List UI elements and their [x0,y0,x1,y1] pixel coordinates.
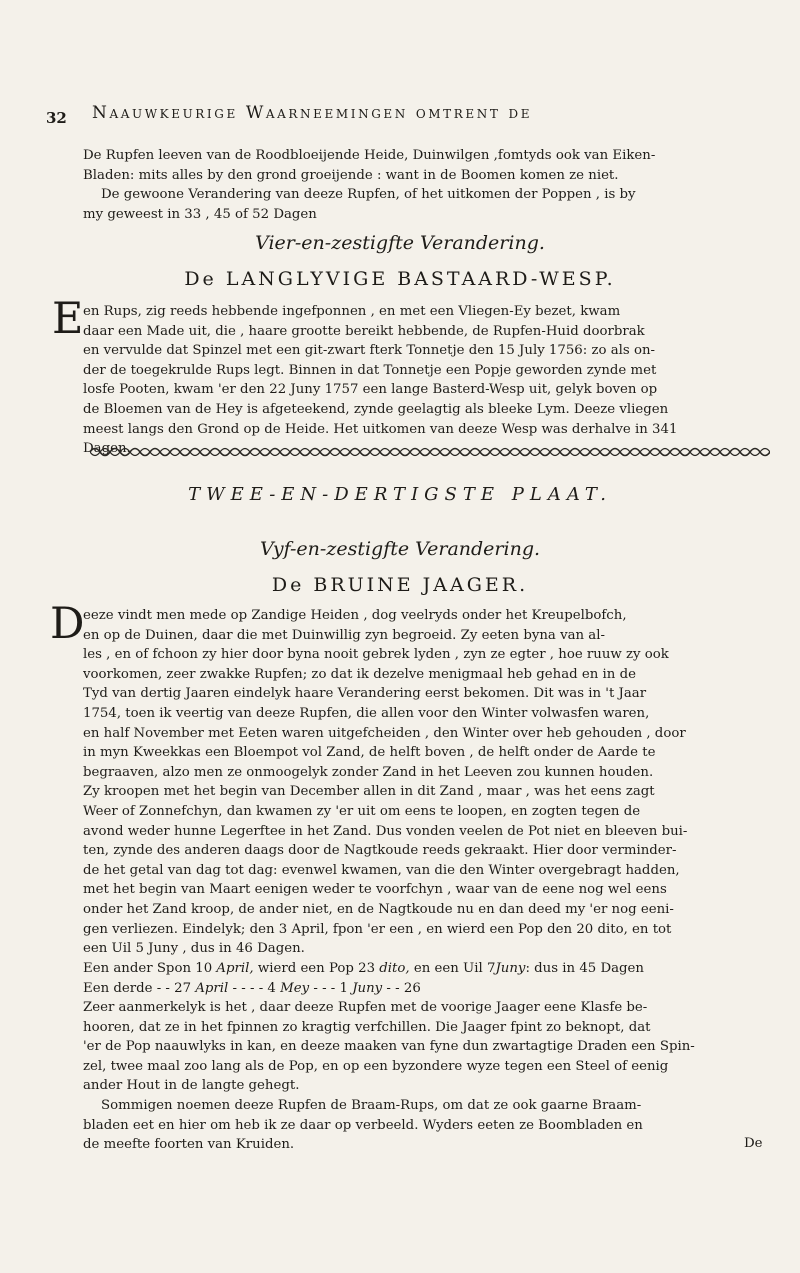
text-line: met het begin van Maart eenigen weder te voorfchyn , waar van de eene nog wel eens [83,882,667,898]
ornamental-rule [90,445,770,459]
text-line: my geweest in 33 , 45 of 52 Dagen [83,206,317,222]
table-cell: - - - - 4 [232,981,276,996]
table-cell: April [195,981,229,996]
plate-heading: TWEE-EN-DERTIGSTE PLAAT. [188,484,612,505]
drop-cap: D [50,599,85,649]
text-line: 'er de Pop naauwlyks in kan, en deeze maaken van fyne dun zwartagtige Draden een Spin- [83,1039,695,1055]
paragraph-wasp [83,302,773,459]
date-table-row [83,959,773,979]
running-title: Naauwkeurige Waarneemingen omtrent de [92,103,533,123]
text-line: 1754, toen ik veertig van deeze Rupfen, die allen voor den Winter volwasfen waren, [83,705,650,721]
table-cell: dito, [379,961,410,976]
section-heading-64: Vier-en-zestigfte Verandering. [255,232,545,254]
paragraph-jaager [83,606,773,959]
text-line: de meefte foorten van Kruiden. [83,1137,295,1153]
text-line: gen verliezen. Eindelyk; den 3 April, fpon 'er een , en wierd een Pop den 20 dito, en tot [83,921,672,937]
text-line: en op de Duinen, daar die met Duinwillig zyn begroeid. Zy eeten byna van al- [83,627,605,643]
text-line: begraaven, alzo men ze onmoogelyk zonder Zand in het Leeven zou kunnen houden. [83,764,654,780]
text-line: De gewoone Verandering van deeze Rupfen, of het uitkomen der Poppen , is by [101,187,636,203]
text-line: voorkomen, zeer zwakke Rupfen; zo dat ik dezelve menigmaal heb gehad en in de [83,666,636,682]
text-line: zel, twee maal zoo lang als de Pop, en op een byzondere wyze tegen een Steel of eenig [83,1058,669,1074]
text-line: Tyd van dertig Jaaren eindelyk haare Verandering eerst bekomen. Dit was in 't Jaar [83,686,647,702]
text-line: De Rupfen leeven van de Roodbloeijende Heide, Duinwilgen ,fomtyds ook van Eiken- [83,148,656,163]
text-line: de Bloemen van de Hey is afgeteekend, zynde geelagtig als bleeke Lym. Deeze vliegen [83,401,669,417]
text-line: les , en of fchoon zy hier door byna nooit gebrek lyden , zyn ze egter , hoe ruuw zy ook [83,647,669,663]
text-line: Weer of Zonnefchyn, dan kwamen zy 'er uit om eens te loopen, en zogten tegen de [83,803,641,819]
table-cell: April, [216,961,254,976]
table-cell: - - 26 [386,981,421,996]
table-cell: en een Uil 7 [413,961,496,976]
text-line: daar een Made uit, die , haare grootte bereikt hebbende, de Rupfen-Huid doorbrak [83,323,645,339]
catchword: De [744,1136,763,1151]
paragraph-names [83,1096,773,1155]
table-cell: Juny [495,961,526,976]
table-cell: Een derde - - 27 [83,981,192,996]
paragraph-food [83,146,773,224]
text-line: losfe Pooten, kwam 'er den 22 Juny 1757 een lange Basterd-Wesp uit, gelyk boven op [83,382,658,398]
text-line: ten, zynde des anderen daags door de Nagtkoude reeds gekraakt. Hier door verminder- [83,843,677,859]
text-line: Sommigen noemen deeze Rupfen de Braam-Rups, om dat ze ook gaarne Braam- [101,1098,642,1113]
text-line: avond weder hunne Legerftee in het Zand. Dus vonden veelen de Pot niet en bleeven bui- [83,823,688,839]
section-heading-65: Vyf-en-zestigfte Verandering. [259,538,541,560]
text-line: ander Hout in de langte gehegt. [83,1078,300,1094]
text-line: een Uil 5 Juny , dus in 46 Dagen. [83,941,305,957]
drop-cap: E [52,294,84,344]
text-line: en vervulde dat Spinzel met een git-zwart fterk Tonnetje den 15 July 1756: zo als on- [83,343,656,359]
text-line: Zy kroopen met het begin van December allen in dit Zand , maar , was het eens zagt [83,784,655,800]
text-line: onder het Zand kroop, de ander niet, en de Nagtkoude nu en dan deed my 'er nog eeni- [83,901,674,917]
page-number: 32 [46,109,67,127]
species-title-wasp: De LANGLYVIGE BASTAARD-WESP. [184,268,616,290]
running-head [46,103,766,133]
text-line: de het getal van dag tot dag: evenwel kwamen, van die den Winter overgebragt hadden, [83,862,680,878]
table-cell: - - - 1 [313,981,348,996]
paragraph-spinning [83,998,773,1096]
text-line: Dagen. [83,441,131,457]
text-line: der de toegekrulde Rups legt. Binnen in dat Tonnetje een Popje geworden zynde met [83,362,657,378]
text-line: bladen eet en hier om heb ik ze daar op verbeeld. Wyders eeten ze Boombladen en [83,1117,643,1133]
text-line: meest langs den Grond op de Heide. Het uitkomen van deeze Wesp was derhalve in 341 [83,421,678,437]
text-line: en half November met Eeten waren uitgefcheiden , den Winter over heb gehouden , door [83,725,686,741]
table-cell: : dus in 45 Dagen [525,961,644,976]
date-table-row [83,979,773,999]
text-line: hooren, dat ze in het fpinnen zo kragtig verfchillen. Die Jaager fpint zo beknopt, dat [83,1019,651,1035]
table-cell: Juny [352,981,383,996]
text-line: Zeer aanmerkelyk is het , daar deeze Rupfen met de voorige Jaager eene Klasfe be- [83,1000,648,1015]
text-line: in myn Kweekkas een Bloempot vol Zand, de helft boven , de helft onder de Aarde te [83,745,656,761]
table-cell: Mey [280,981,310,996]
species-title-jaager: De BRUINE JAAGER. [271,574,529,596]
table-cell: Een ander Spon 10 [83,961,213,976]
text-line: en Rups, zig reeds hebbende ingefponnen , en met een Vliegen-Ey bezet, kwam [83,304,621,319]
text-line: eeze vindt men mede op Zandige Heiden , dog veelryds onder het Kreupelbofch, [83,608,627,623]
table-cell: wierd een Pop 23 [257,961,376,976]
text-line: Bladen: mits alles by den grond groeijende : want in de Boomen komen ze niet. [83,167,619,183]
